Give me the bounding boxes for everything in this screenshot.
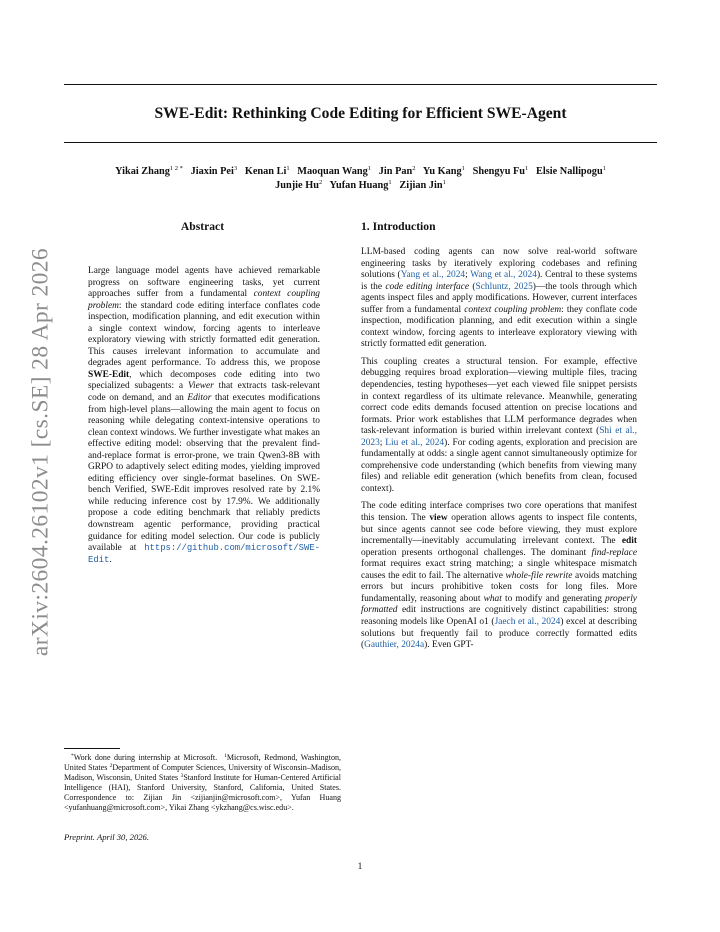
code-repository-link[interactable]: https://github.com/microsoft/SWE-Edit [88,543,320,565]
intro-paragraph: The code editing interface comprises two core operations that manifest this tension. The view operation allows agents to inspect file contents, but since agents cannot see code before viewing, they must explore incrementally—inevitably accumulating irrelevant context. The edit operation presents orthogonal challenges. The dominant find-replace format requires exact string matching; a single whitespace mismatch causes the edit to fail. The alternative whole-file rewrite avoids matching errors but incurs prohibitive token costs for long files. More fundamentally, reasoning about what to modify and generating properly formatted edit instructions are cognitively distinct capabilities: strong reasoning models like OpenAI o1 (Jaech et al., 2024) excel at describing solutions but frequently fail to produce correctly formatted edits (Gauthier, 2024a). Even GPT- [361,501,637,651]
intro-paragraph: This coupling creates a structural tension. For example, effective debugging requires broad exploration—viewing multiple files, tracing dependencies, testing hypotheses—yet each viewed file snippet persists in context regardless of its ultimate relevance. Meanwhile, generating correct code edits demands focused attention on precise locations and formats. Prior work establishes that LLM performance degrades when task-relevant information is buried within irrelevant context (Shi et al., 2023; Liu et al., 2024). For coding agents, exploration and precision are fundamentally at odds: a single agent cannot simultaneously optimize for comprehensive code understanding (which benefits from viewing many files) and reliable edit generation (which benefits from clean, focused context). [361,356,637,494]
author-list [58,165,663,192]
intro-paragraph: LLM-based coding agents can now solve real-world software engineering tasks by iteratively exploring codebases and refining solutions (Yang et al., 2024; Wang et al., 2024). Central to these systems is the code editing interface (Schluntz, 2025)—the tools through which agents inspect files and apply modifications. However, current interfaces suffer from a fundamental context coupling problem: they conflate code inspection, modification planning, and edit execution within a single context window, forcing agents to interleave exploratory viewing with strictly formatted edit generation. [361,247,638,350]
title-bottom-rule [64,142,657,143]
abstract-heading: Abstract [180,220,225,233]
author: Jiaxin Pei$^3$ [190,165,238,177]
affiliation-footnote: *Work done during internship at Microsoft. $^1$Microsoft, Redmond, Washington, United States $^2$Department of Computer Sciences, University of Wisconsin–Madison, Madison, Wisconsin, United States $^3$Stanford Institute for Human-Centered Artificial Intelligence (HAI), Stanford University, Stanford, California, United States. Correspondence to: Zijian Jin <zijianjin@microsoft.com>, Yufan Huang <yufanhuang@microsoft.com>, Yikai Zhang <ykzhang@cs.wisc.edu>. [64,753,342,813]
citation-link[interactable]: Liu et al., 2024 [385,437,445,448]
citation-link[interactable]: Gauthier, 2024a [364,640,425,651]
author: Shengyu Fu$^1$ [472,165,529,177]
author: Yikai Zhang$^{1 2 *}$ [115,165,183,177]
author: Kenan Li$^1$ [244,165,290,177]
footnote-rule [64,748,120,749]
citation-link[interactable]: Wang et al., 2024 [470,270,537,281]
title-top-rule [64,84,657,85]
citation-link[interactable]: Shi et al., 2023 [361,426,637,448]
author: Yufan Huang$^1$ [329,178,392,191]
author: Yu Kang$^1$ [422,165,465,177]
page-number: 1 [357,862,363,872]
preprint-note: Preprint. April 30, 2026. [64,832,149,842]
abstract-body: Large language model agents have achieved remarkable progress on software engineering tasks, yet current approaches suffer from a fundamental context coupling problem: the standard code editing interface conflates code inspection, modification planning, and edit execution within a single context window, forcing agents to interleave exploratory viewing with strictly formatted edit generation. This causes irrelevant information to accumulate and degrades agent performance. To address this, we propose SWE-Edit, which decomposes code editing into two specialized subagents: a Viewer that extracts task-relevant code on demand, and an Editor that executes modifications from high-level plans—allowing the main agent to focus on reasoning while delegating context-intensive operations to clean context windows. We further investigate what makes an effective editing model: observing that the prevalent find-and-replace format is error-prone, we train Qwen3-8B with GRPO to adaptively select editing modes, yielding improved editing efficiency over single-format baselines. On SWE-bench Verified, SWE-Edit improves resolved rate by 2.1% while reducing inference cost by 17.9%. We additionally propose a code editing benchmark that reliably predicts downstream agentic performance, providing practical guidance for editing model selection. Our code is publicly available at https://github.com/microsoft/SWE-Edit. [88,266,320,565]
author: Jin Pan$^2$ [378,165,416,177]
author: Elsie Nallipogu$^1$ [536,165,606,177]
author: Zijian Jin$^1$ [399,178,446,191]
citation-link[interactable]: Jaech et al., 2024 [494,616,561,627]
citation-link[interactable]: Schluntz, 2025 [475,281,533,292]
author: Maoquan Wang$^1$ [297,165,372,177]
introduction-body [361,247,637,652]
author: Junjie Hu$^2$ [275,178,323,191]
citation-link[interactable]: Yang et al., 2024 [400,270,466,281]
introduction-heading: 1. Introduction [361,220,436,233]
paper-title: SWE-Edit: Rethinking Code Editing for Efficient SWE-Agent [154,105,567,122]
